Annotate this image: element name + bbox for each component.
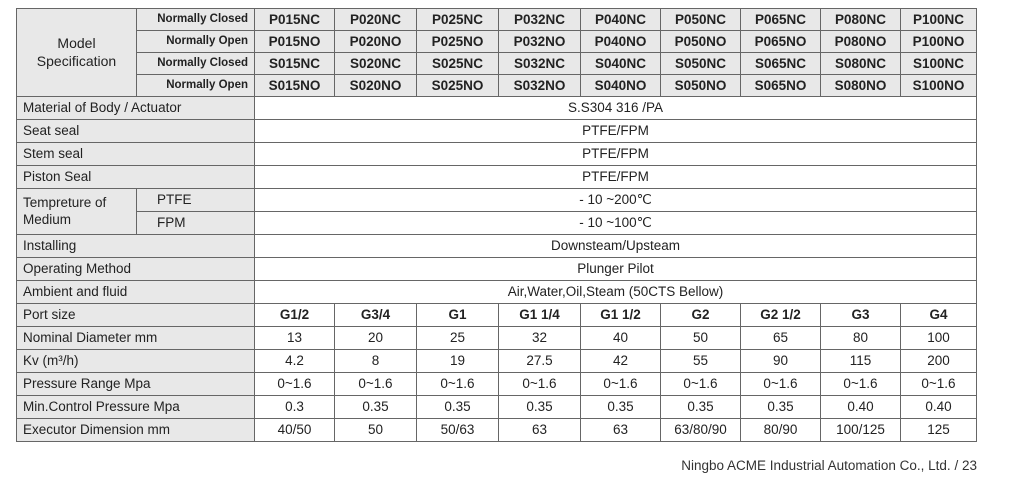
spec-row — [17, 373, 977, 396]
operating-method-label: Operating Method — [17, 258, 255, 281]
spec-value: 100 — [901, 327, 977, 350]
model-number: P020NO — [335, 31, 417, 53]
spec-value: 63/80/90 — [661, 419, 741, 442]
spec-value: 125 — [901, 419, 977, 442]
model-number: S025NO — [417, 75, 499, 97]
spec-value: 0.40 — [821, 396, 901, 419]
spec-value: G2 — [661, 304, 741, 327]
seat-seal-label: Seat seal — [17, 120, 255, 143]
spec-value: 25 — [417, 327, 499, 350]
ambient-fluid-label: Ambient and fluid — [17, 281, 255, 304]
spec-value: 0~1.6 — [821, 373, 901, 396]
spec-value: 19 — [417, 350, 499, 373]
model-number: S080NC — [821, 53, 901, 75]
spec-value: 100/125 — [821, 419, 901, 442]
spec-value: 0~1.6 — [499, 373, 581, 396]
model-number: P015NO — [255, 31, 335, 53]
model-number: S020NO — [335, 75, 417, 97]
model-spec-label: Model Specification — [17, 9, 137, 97]
temperature-label: Tempreture of Medium — [17, 189, 137, 235]
spec-value: 90 — [741, 350, 821, 373]
spec-value: 0.3 — [255, 396, 335, 419]
spec-value: 50 — [335, 419, 417, 442]
valve-type-label: Normally Open — [137, 31, 255, 53]
page-number: 23 — [961, 458, 977, 473]
material-label: Material of Body / Actuator — [17, 97, 255, 120]
model-number: S050NC — [661, 53, 741, 75]
spec-value: 0~1.6 — [581, 373, 661, 396]
spec-value: 0~1.6 — [417, 373, 499, 396]
spec-value: 32 — [499, 327, 581, 350]
model-number: S015NC — [255, 53, 335, 75]
spec-value: 0.35 — [661, 396, 741, 419]
model-number: S065NO — [741, 75, 821, 97]
model-row — [17, 53, 977, 75]
spec-value: 13 — [255, 327, 335, 350]
spec-label: Port size — [17, 304, 255, 327]
ambient-fluid-value: Air,Water,Oil,Steam (50CTS Bellow) — [255, 281, 977, 304]
temperature-row — [17, 189, 977, 212]
footer-separator: / — [954, 458, 959, 473]
installing-row — [17, 235, 977, 258]
model-number: P025NO — [417, 31, 499, 53]
spec-label: Kv (m³/h) — [17, 350, 255, 373]
model-number: P025NC — [417, 9, 499, 31]
ambient-fluid-row — [17, 281, 977, 304]
spec-value: G1 — [417, 304, 499, 327]
model-number: S032NC — [499, 53, 581, 75]
installing-value: Downsteam/Upsteam — [255, 235, 977, 258]
spec-row — [17, 327, 977, 350]
model-number: P050NC — [661, 9, 741, 31]
spec-value: 80 — [821, 327, 901, 350]
model-number: P065NO — [741, 31, 821, 53]
model-number: P032NO — [499, 31, 581, 53]
model-number: P040NC — [581, 9, 661, 31]
spec-value: 0.40 — [901, 396, 977, 419]
spec-value: G3 — [821, 304, 901, 327]
stem-seal-value: PTFE/FPM — [255, 143, 977, 166]
valve-type-label: Normally Closed — [137, 9, 255, 31]
spec-value: 0~1.6 — [741, 373, 821, 396]
spec-value: G4 — [901, 304, 977, 327]
material-value: S.S304 316 /PA — [255, 97, 977, 120]
model-number: P050NO — [661, 31, 741, 53]
spec-row — [17, 419, 977, 442]
spec-value: 27.5 — [499, 350, 581, 373]
spec-value: 42 — [581, 350, 661, 373]
piston-seal-label: Piston Seal — [17, 166, 255, 189]
spec-value: 55 — [661, 350, 741, 373]
spec-value: 8 — [335, 350, 417, 373]
spec-value: G3/4 — [335, 304, 417, 327]
spec-value: 0.35 — [499, 396, 581, 419]
operating-method-value: Plunger Pilot — [255, 258, 977, 281]
model-number: P065NC — [741, 9, 821, 31]
spec-label: Executor Dimension mm — [17, 419, 255, 442]
spec-row — [17, 396, 977, 419]
spec-value: 40 — [581, 327, 661, 350]
model-number: P020NC — [335, 9, 417, 31]
company-name: Ningbo ACME Industrial Automation Co., Ltd. — [681, 458, 951, 473]
model-number: S100NC — [901, 53, 977, 75]
spec-value: 80/90 — [741, 419, 821, 442]
model-number: S050NO — [661, 75, 741, 97]
valve-type-label: Normally Closed — [137, 53, 255, 75]
spec-label: Pressure Range Mpa — [17, 373, 255, 396]
spec-value: 4.2 — [255, 350, 335, 373]
model-number: P080NC — [821, 9, 901, 31]
model-number: P080NO — [821, 31, 901, 53]
spec-value: 0~1.6 — [335, 373, 417, 396]
installing-label: Installing — [17, 235, 255, 258]
temperature-sub-label: FPM — [137, 212, 255, 235]
spec-value: 200 — [901, 350, 977, 373]
spec-value: 50/63 — [417, 419, 499, 442]
model-number: S025NC — [417, 53, 499, 75]
model-row — [17, 9, 977, 31]
piston-seal-row — [17, 166, 977, 189]
spec-value: 0~1.6 — [661, 373, 741, 396]
spec-value: 0.35 — [741, 396, 821, 419]
model-number: S065NC — [741, 53, 821, 75]
seat-seal-value: PTFE/FPM — [255, 120, 977, 143]
spec-value: 115 — [821, 350, 901, 373]
spec-value: 0.35 — [335, 396, 417, 419]
spec-table — [16, 8, 977, 442]
model-number: P100NC — [901, 9, 977, 31]
spec-value: 0.35 — [581, 396, 661, 419]
spec-value: G2 1/2 — [741, 304, 821, 327]
model-number: S100NO — [901, 75, 977, 97]
model-number: P040NO — [581, 31, 661, 53]
spec-value: 0.35 — [417, 396, 499, 419]
valve-type-label: Normally Open — [137, 75, 255, 97]
stem-seal-label: Stem seal — [17, 143, 255, 166]
spec-value: G1/2 — [255, 304, 335, 327]
spec-value: 0~1.6 — [255, 373, 335, 396]
temperature-sub-label: PTFE — [137, 189, 255, 212]
spec-label: Nominal Diameter mm — [17, 327, 255, 350]
spec-row — [17, 350, 977, 373]
spec-value: 40/50 — [255, 419, 335, 442]
spec-value: 63 — [581, 419, 661, 442]
operating-method-row — [17, 258, 977, 281]
stem-seal-row — [17, 143, 977, 166]
spec-row — [17, 304, 977, 327]
model-number: S020NC — [335, 53, 417, 75]
model-number: P100NO — [901, 31, 977, 53]
model-number: P015NC — [255, 9, 335, 31]
seat-seal-row — [17, 120, 977, 143]
model-number: S032NO — [499, 75, 581, 97]
model-row — [17, 31, 977, 53]
material-row — [17, 97, 977, 120]
spec-value: G1 1/4 — [499, 304, 581, 327]
model-number: P032NC — [499, 9, 581, 31]
model-number: S040NO — [581, 75, 661, 97]
model-row — [17, 75, 977, 97]
model-number: S080NO — [821, 75, 901, 97]
model-number: S015NO — [255, 75, 335, 97]
temperature-value: - 10 ~200℃ — [255, 189, 977, 212]
spec-value: 20 — [335, 327, 417, 350]
spec-value: 50 — [661, 327, 741, 350]
temperature-value: - 10 ~100℃ — [255, 212, 977, 235]
spec-value: 63 — [499, 419, 581, 442]
spec-value: 65 — [741, 327, 821, 350]
model-number: S040NC — [581, 53, 661, 75]
piston-seal-value: PTFE/FPM — [255, 166, 977, 189]
temperature-row — [17, 212, 977, 235]
page-footer — [681, 458, 977, 473]
spec-value: G1 1/2 — [581, 304, 661, 327]
spec-value: 0~1.6 — [901, 373, 977, 396]
spec-label: Min.Control Pressure Mpa — [17, 396, 255, 419]
